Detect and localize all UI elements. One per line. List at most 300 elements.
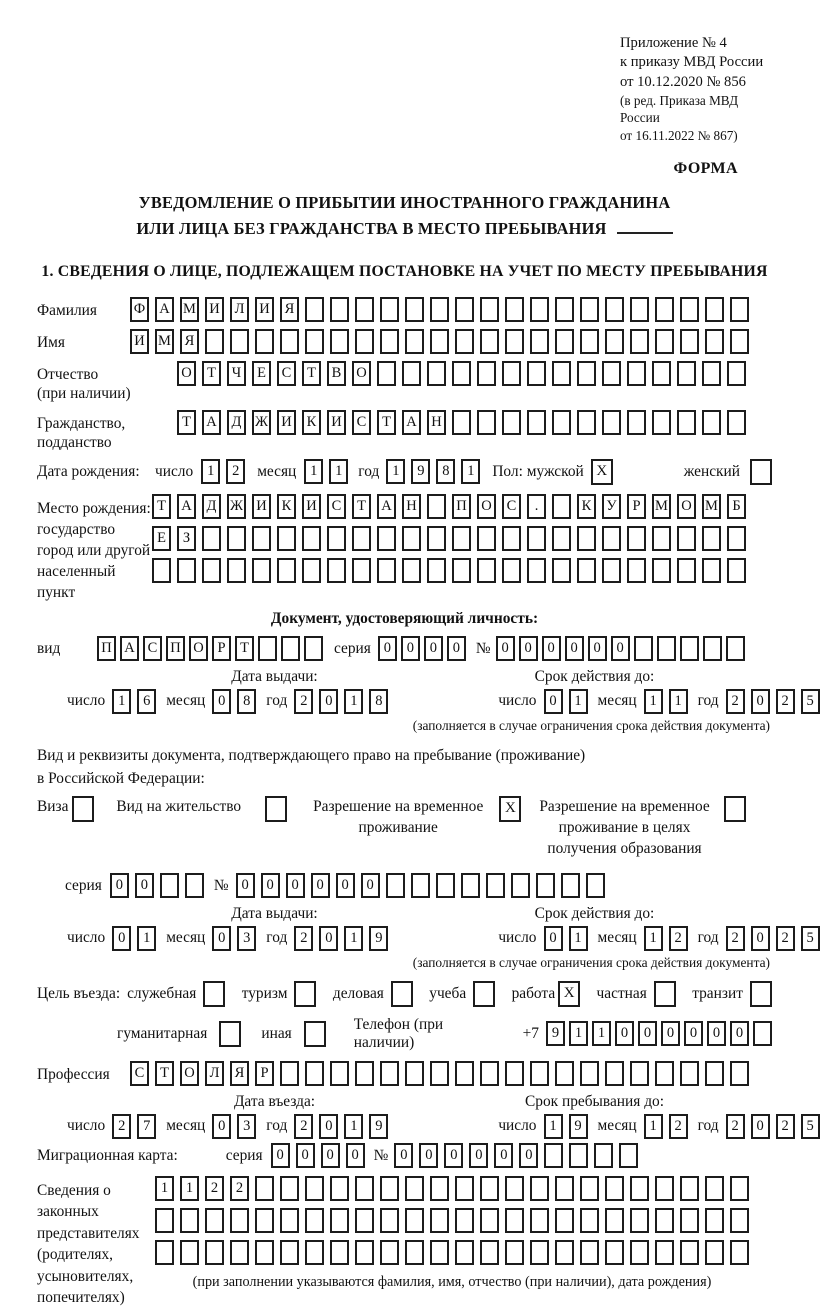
char-cell[interactable] xyxy=(455,297,474,322)
char-cell[interactable] xyxy=(380,297,399,322)
char-cell[interactable] xyxy=(702,361,721,386)
char-cell[interactable]: 1 xyxy=(386,459,405,484)
char-cell[interactable]: 0 xyxy=(469,1143,488,1168)
char-cell[interactable] xyxy=(552,526,571,551)
char-cell[interactable] xyxy=(680,1061,699,1086)
char-cell[interactable] xyxy=(561,873,580,898)
char-cell[interactable]: 0 xyxy=(751,926,770,951)
char-cell[interactable] xyxy=(202,526,221,551)
char-cell[interactable]: В xyxy=(327,361,346,386)
temp-residence-edu-checkbox[interactable] xyxy=(724,796,746,822)
char-cell[interactable] xyxy=(330,1208,349,1233)
char-cell[interactable] xyxy=(555,297,574,322)
char-cell[interactable] xyxy=(280,1176,299,1201)
char-cell[interactable] xyxy=(705,1208,724,1233)
char-cell[interactable] xyxy=(555,1176,574,1201)
char-cell[interactable] xyxy=(330,329,349,354)
char-cell[interactable]: 0 xyxy=(494,1143,513,1168)
char-cell[interactable]: Д xyxy=(227,410,246,435)
char-cell[interactable] xyxy=(502,361,521,386)
char-cell[interactable]: 2 xyxy=(226,459,245,484)
char-cell[interactable]: 0 xyxy=(346,1143,365,1168)
char-cell[interactable] xyxy=(544,1143,563,1168)
char-cell[interactable]: 0 xyxy=(542,636,561,661)
char-cell[interactable] xyxy=(405,297,424,322)
char-cell[interactable] xyxy=(655,297,674,322)
char-cell[interactable] xyxy=(160,873,179,898)
char-cell[interactable] xyxy=(380,329,399,354)
char-cell[interactable] xyxy=(405,1208,424,1233)
char-cell[interactable] xyxy=(655,1208,674,1233)
char-cell[interactable] xyxy=(727,558,746,583)
char-cell[interactable]: О xyxy=(180,1061,199,1086)
char-cell[interactable] xyxy=(730,1061,749,1086)
char-cell[interactable]: 2 xyxy=(294,1114,313,1139)
char-cell[interactable] xyxy=(155,1240,174,1265)
char-cell[interactable]: 2 xyxy=(112,1114,131,1139)
char-cell[interactable] xyxy=(652,526,671,551)
char-cell[interactable] xyxy=(630,1208,649,1233)
char-cell[interactable] xyxy=(281,636,300,661)
char-cell[interactable]: 2 xyxy=(776,926,795,951)
char-cell[interactable] xyxy=(355,297,374,322)
char-cell[interactable] xyxy=(427,558,446,583)
char-cell[interactable] xyxy=(430,1176,449,1201)
char-cell[interactable] xyxy=(427,494,446,519)
char-cell[interactable] xyxy=(580,1240,599,1265)
char-cell[interactable] xyxy=(377,558,396,583)
char-cell[interactable] xyxy=(680,636,699,661)
char-cell[interactable] xyxy=(330,1061,349,1086)
char-cell[interactable] xyxy=(305,1240,324,1265)
char-cell[interactable]: 0 xyxy=(135,873,154,898)
char-cell[interactable]: 0 xyxy=(419,1143,438,1168)
char-cell[interactable] xyxy=(277,526,296,551)
char-cell[interactable]: Я xyxy=(230,1061,249,1086)
char-cell[interactable]: 1 xyxy=(329,459,348,484)
purpose-work-checkbox[interactable]: X xyxy=(558,981,580,1007)
char-cell[interactable] xyxy=(680,1208,699,1233)
char-cell[interactable] xyxy=(480,329,499,354)
purpose-tourism-checkbox[interactable] xyxy=(294,981,316,1007)
char-cell[interactable] xyxy=(630,329,649,354)
char-cell[interactable] xyxy=(677,558,696,583)
char-cell[interactable] xyxy=(477,558,496,583)
char-cell[interactable]: 1 xyxy=(569,689,588,714)
char-cell[interactable] xyxy=(327,526,346,551)
char-cell[interactable]: 2 xyxy=(294,926,313,951)
char-cell[interactable] xyxy=(405,1176,424,1201)
char-cell[interactable]: 1 xyxy=(137,926,156,951)
char-cell[interactable]: 0 xyxy=(519,1143,538,1168)
char-cell[interactable]: И xyxy=(205,297,224,322)
char-cell[interactable]: 9 xyxy=(411,459,430,484)
char-cell[interactable]: Р xyxy=(627,494,646,519)
char-cell[interactable]: 3 xyxy=(237,926,256,951)
char-cell[interactable] xyxy=(605,329,624,354)
char-cell[interactable]: 9 xyxy=(569,1114,588,1139)
char-cell[interactable] xyxy=(402,526,421,551)
char-cell[interactable] xyxy=(602,558,621,583)
char-cell[interactable] xyxy=(477,526,496,551)
char-cell[interactable] xyxy=(730,297,749,322)
char-cell[interactable]: . xyxy=(527,494,546,519)
char-cell[interactable] xyxy=(552,558,571,583)
char-cell[interactable] xyxy=(634,636,653,661)
char-cell[interactable]: 1 xyxy=(180,1176,199,1201)
char-cell[interactable] xyxy=(677,361,696,386)
char-cell[interactable] xyxy=(657,636,676,661)
char-cell[interactable] xyxy=(552,361,571,386)
char-cell[interactable]: А xyxy=(402,410,421,435)
char-cell[interactable]: И xyxy=(130,329,149,354)
char-cell[interactable]: А xyxy=(120,636,139,661)
char-cell[interactable]: Р xyxy=(212,636,231,661)
char-cell[interactable] xyxy=(305,1208,324,1233)
char-cell[interactable]: 6 xyxy=(137,689,156,714)
char-cell[interactable]: 1 xyxy=(112,689,131,714)
purpose-transit-checkbox[interactable] xyxy=(750,981,772,1007)
char-cell[interactable] xyxy=(252,558,271,583)
char-cell[interactable]: 0 xyxy=(361,873,380,898)
char-cell[interactable] xyxy=(330,1176,349,1201)
char-cell[interactable] xyxy=(330,297,349,322)
char-cell[interactable] xyxy=(577,558,596,583)
char-cell[interactable] xyxy=(730,1240,749,1265)
char-cell[interactable]: 0 xyxy=(261,873,280,898)
char-cell[interactable] xyxy=(411,873,430,898)
char-cell[interactable] xyxy=(330,1240,349,1265)
char-cell[interactable] xyxy=(155,1208,174,1233)
char-cell[interactable] xyxy=(677,410,696,435)
char-cell[interactable] xyxy=(402,558,421,583)
char-cell[interactable] xyxy=(580,1061,599,1086)
char-cell[interactable] xyxy=(355,1061,374,1086)
char-cell[interactable]: С xyxy=(502,494,521,519)
char-cell[interactable] xyxy=(427,526,446,551)
char-cell[interactable] xyxy=(255,1176,274,1201)
char-cell[interactable] xyxy=(727,410,746,435)
char-cell[interactable] xyxy=(705,297,724,322)
char-cell[interactable]: А xyxy=(202,410,221,435)
char-cell[interactable] xyxy=(477,361,496,386)
char-cell[interactable] xyxy=(655,329,674,354)
char-cell[interactable]: М xyxy=(155,329,174,354)
char-cell[interactable] xyxy=(205,1208,224,1233)
char-cell[interactable] xyxy=(305,1061,324,1086)
char-cell[interactable] xyxy=(230,1240,249,1265)
char-cell[interactable] xyxy=(152,558,171,583)
char-cell[interactable] xyxy=(430,1208,449,1233)
char-cell[interactable] xyxy=(280,329,299,354)
char-cell[interactable]: Н xyxy=(427,410,446,435)
char-cell[interactable]: 5 xyxy=(801,1114,820,1139)
char-cell[interactable] xyxy=(455,1208,474,1233)
char-cell[interactable]: П xyxy=(97,636,116,661)
char-cell[interactable]: 8 xyxy=(237,689,256,714)
char-cell[interactable]: 1 xyxy=(304,459,323,484)
char-cell[interactable] xyxy=(355,1176,374,1201)
char-cell[interactable] xyxy=(527,410,546,435)
char-cell[interactable] xyxy=(230,329,249,354)
char-cell[interactable]: С xyxy=(352,410,371,435)
char-cell[interactable] xyxy=(452,361,471,386)
char-cell[interactable]: 0 xyxy=(319,926,338,951)
char-cell[interactable]: Е xyxy=(252,361,271,386)
char-cell[interactable]: 1 xyxy=(644,689,663,714)
char-cell[interactable]: 0 xyxy=(588,636,607,661)
char-cell[interactable] xyxy=(180,1240,199,1265)
char-cell[interactable] xyxy=(255,1208,274,1233)
char-cell[interactable] xyxy=(402,361,421,386)
char-cell[interactable] xyxy=(555,1208,574,1233)
char-cell[interactable]: 1 xyxy=(592,1021,611,1046)
char-cell[interactable] xyxy=(386,873,405,898)
char-cell[interactable]: Ж xyxy=(227,494,246,519)
char-cell[interactable] xyxy=(527,526,546,551)
char-cell[interactable]: 0 xyxy=(236,873,255,898)
char-cell[interactable]: Ч xyxy=(227,361,246,386)
char-cell[interactable] xyxy=(405,329,424,354)
char-cell[interactable] xyxy=(605,1208,624,1233)
char-cell[interactable]: И xyxy=(252,494,271,519)
char-cell[interactable] xyxy=(452,558,471,583)
char-cell[interactable] xyxy=(377,526,396,551)
char-cell[interactable]: 0 xyxy=(271,1143,290,1168)
char-cell[interactable]: Т xyxy=(202,361,221,386)
char-cell[interactable]: К xyxy=(277,494,296,519)
char-cell[interactable] xyxy=(702,410,721,435)
char-cell[interactable] xyxy=(680,297,699,322)
char-cell[interactable] xyxy=(430,1061,449,1086)
char-cell[interactable] xyxy=(577,410,596,435)
char-cell[interactable] xyxy=(702,558,721,583)
char-cell[interactable] xyxy=(627,526,646,551)
char-cell[interactable] xyxy=(305,329,324,354)
char-cell[interactable]: 2 xyxy=(776,689,795,714)
char-cell[interactable] xyxy=(627,558,646,583)
char-cell[interactable] xyxy=(327,558,346,583)
char-cell[interactable] xyxy=(577,361,596,386)
char-cell[interactable]: 0 xyxy=(112,926,131,951)
char-cell[interactable] xyxy=(302,526,321,551)
char-cell[interactable]: К xyxy=(302,410,321,435)
char-cell[interactable]: 0 xyxy=(336,873,355,898)
char-cell[interactable] xyxy=(455,329,474,354)
char-cell[interactable] xyxy=(627,361,646,386)
char-cell[interactable]: Т xyxy=(352,494,371,519)
char-cell[interactable]: Т xyxy=(377,410,396,435)
char-cell[interactable] xyxy=(255,1240,274,1265)
char-cell[interactable]: 1 xyxy=(344,1114,363,1139)
char-cell[interactable] xyxy=(180,1208,199,1233)
char-cell[interactable]: Т xyxy=(155,1061,174,1086)
char-cell[interactable] xyxy=(380,1208,399,1233)
char-cell[interactable]: 3 xyxy=(237,1114,256,1139)
char-cell[interactable] xyxy=(602,361,621,386)
char-cell[interactable] xyxy=(205,1240,224,1265)
char-cell[interactable]: 0 xyxy=(311,873,330,898)
char-cell[interactable] xyxy=(430,329,449,354)
char-cell[interactable]: 1 xyxy=(344,926,363,951)
char-cell[interactable] xyxy=(505,1176,524,1201)
char-cell[interactable]: М xyxy=(702,494,721,519)
char-cell[interactable]: 1 xyxy=(669,689,688,714)
char-cell[interactable]: 0 xyxy=(286,873,305,898)
char-cell[interactable]: М xyxy=(652,494,671,519)
char-cell[interactable] xyxy=(480,1240,499,1265)
char-cell[interactable]: Я xyxy=(180,329,199,354)
char-cell[interactable]: 0 xyxy=(424,636,443,661)
char-cell[interactable] xyxy=(452,410,471,435)
char-cell[interactable] xyxy=(477,410,496,435)
char-cell[interactable]: С xyxy=(277,361,296,386)
char-cell[interactable] xyxy=(753,1021,772,1046)
char-cell[interactable]: С xyxy=(327,494,346,519)
char-cell[interactable] xyxy=(405,1061,424,1086)
char-cell[interactable] xyxy=(630,1176,649,1201)
char-cell[interactable]: 2 xyxy=(294,689,313,714)
char-cell[interactable] xyxy=(605,297,624,322)
char-cell[interactable] xyxy=(280,1208,299,1233)
purpose-humanitarian-checkbox[interactable] xyxy=(219,1021,241,1047)
char-cell[interactable]: И xyxy=(327,410,346,435)
char-cell[interactable] xyxy=(455,1061,474,1086)
char-cell[interactable]: 0 xyxy=(321,1143,340,1168)
purpose-study-checkbox[interactable] xyxy=(473,981,495,1007)
char-cell[interactable] xyxy=(555,1240,574,1265)
char-cell[interactable]: 0 xyxy=(544,689,563,714)
char-cell[interactable] xyxy=(305,297,324,322)
char-cell[interactable] xyxy=(602,410,621,435)
char-cell[interactable]: 2 xyxy=(669,1114,688,1139)
char-cell[interactable] xyxy=(380,1240,399,1265)
char-cell[interactable]: Л xyxy=(230,297,249,322)
char-cell[interactable] xyxy=(302,558,321,583)
char-cell[interactable] xyxy=(536,873,555,898)
char-cell[interactable] xyxy=(702,526,721,551)
char-cell[interactable] xyxy=(705,1240,724,1265)
char-cell[interactable] xyxy=(727,526,746,551)
residence-permit-checkbox[interactable] xyxy=(265,796,287,822)
char-cell[interactable] xyxy=(185,873,204,898)
char-cell[interactable]: 8 xyxy=(369,689,388,714)
char-cell[interactable] xyxy=(580,297,599,322)
char-cell[interactable]: 0 xyxy=(638,1021,657,1046)
char-cell[interactable] xyxy=(727,361,746,386)
char-cell[interactable]: Д xyxy=(202,494,221,519)
char-cell[interactable] xyxy=(602,526,621,551)
sex-male-checkbox[interactable]: X xyxy=(591,459,613,485)
char-cell[interactable]: 2 xyxy=(726,926,745,951)
char-cell[interactable] xyxy=(527,558,546,583)
char-cell[interactable]: Б xyxy=(727,494,746,519)
char-cell[interactable] xyxy=(552,494,571,519)
char-cell[interactable]: 0 xyxy=(519,636,538,661)
char-cell[interactable]: О xyxy=(189,636,208,661)
char-cell[interactable]: 2 xyxy=(726,689,745,714)
char-cell[interactable]: 0 xyxy=(319,1114,338,1139)
char-cell[interactable]: 5 xyxy=(801,689,820,714)
char-cell[interactable] xyxy=(680,1176,699,1201)
char-cell[interactable]: 0 xyxy=(565,636,584,661)
char-cell[interactable] xyxy=(352,526,371,551)
char-cell[interactable] xyxy=(505,1208,524,1233)
char-cell[interactable]: З xyxy=(177,526,196,551)
char-cell[interactable]: С xyxy=(143,636,162,661)
char-cell[interactable]: 1 xyxy=(569,1021,588,1046)
char-cell[interactable] xyxy=(461,873,480,898)
char-cell[interactable]: Я xyxy=(280,297,299,322)
char-cell[interactable] xyxy=(580,1176,599,1201)
char-cell[interactable]: 7 xyxy=(137,1114,156,1139)
char-cell[interactable]: П xyxy=(452,494,471,519)
char-cell[interactable] xyxy=(355,1240,374,1265)
char-cell[interactable]: 8 xyxy=(436,459,455,484)
char-cell[interactable]: У xyxy=(602,494,621,519)
char-cell[interactable] xyxy=(577,526,596,551)
char-cell[interactable] xyxy=(530,1176,549,1201)
purpose-private-checkbox[interactable] xyxy=(654,981,676,1007)
char-cell[interactable] xyxy=(530,297,549,322)
char-cell[interactable]: И xyxy=(277,410,296,435)
char-cell[interactable]: 1 xyxy=(644,926,663,951)
char-cell[interactable] xyxy=(730,1208,749,1233)
char-cell[interactable] xyxy=(655,1176,674,1201)
char-cell[interactable]: Л xyxy=(205,1061,224,1086)
char-cell[interactable]: 1 xyxy=(644,1114,663,1139)
char-cell[interactable]: Т xyxy=(235,636,254,661)
char-cell[interactable]: 0 xyxy=(751,1114,770,1139)
char-cell[interactable]: 9 xyxy=(369,926,388,951)
char-cell[interactable] xyxy=(205,329,224,354)
char-cell[interactable] xyxy=(255,329,274,354)
char-cell[interactable] xyxy=(730,1176,749,1201)
char-cell[interactable] xyxy=(480,297,499,322)
char-cell[interactable]: И xyxy=(302,494,321,519)
char-cell[interactable] xyxy=(652,361,671,386)
char-cell[interactable]: 2 xyxy=(205,1176,224,1201)
char-cell[interactable]: А xyxy=(377,494,396,519)
char-cell[interactable] xyxy=(605,1176,624,1201)
sex-female-checkbox[interactable] xyxy=(750,459,772,485)
char-cell[interactable]: О xyxy=(677,494,696,519)
char-cell[interactable] xyxy=(304,636,323,661)
char-cell[interactable] xyxy=(705,1061,724,1086)
char-cell[interactable]: 0 xyxy=(615,1021,634,1046)
char-cell[interactable]: Ж xyxy=(252,410,271,435)
char-cell[interactable] xyxy=(177,558,196,583)
char-cell[interactable] xyxy=(305,1176,324,1201)
char-cell[interactable]: 0 xyxy=(296,1143,315,1168)
char-cell[interactable] xyxy=(505,329,524,354)
char-cell[interactable] xyxy=(377,361,396,386)
char-cell[interactable] xyxy=(630,1061,649,1086)
char-cell[interactable]: 9 xyxy=(546,1021,565,1046)
temp-residence-checkbox[interactable]: X xyxy=(499,796,521,822)
char-cell[interactable] xyxy=(405,1240,424,1265)
char-cell[interactable] xyxy=(505,297,524,322)
char-cell[interactable] xyxy=(480,1208,499,1233)
char-cell[interactable]: 0 xyxy=(611,636,630,661)
char-cell[interactable]: Ф xyxy=(130,297,149,322)
char-cell[interactable] xyxy=(555,329,574,354)
char-cell[interactable]: О xyxy=(352,361,371,386)
char-cell[interactable]: О xyxy=(177,361,196,386)
char-cell[interactable]: А xyxy=(177,494,196,519)
char-cell[interactable] xyxy=(480,1061,499,1086)
char-cell[interactable] xyxy=(502,558,521,583)
